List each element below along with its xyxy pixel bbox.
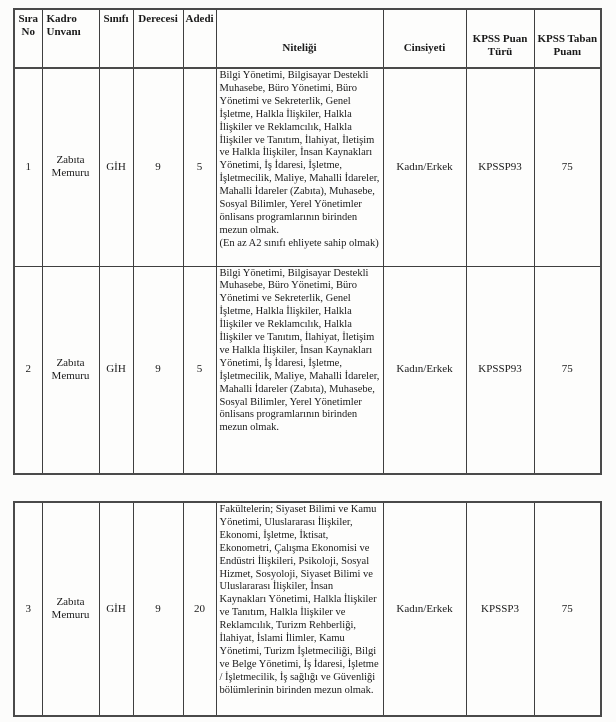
cell-cinsiyeti: Kadın/Erkek xyxy=(383,502,466,716)
table-row-3 xyxy=(14,502,601,716)
cell-niteligi xyxy=(216,266,383,474)
cell-sinifi: GİH xyxy=(99,502,133,716)
header-cell-cinsiyeti: Cinsiyeti xyxy=(383,9,466,68)
cell-kpss-taban-puani: 75 xyxy=(534,266,601,474)
cell-kadro-unvani: Zabıta Memuru xyxy=(42,502,99,716)
cell-kpss-puan-turu: KPSSP93 xyxy=(466,266,534,474)
header-cell-sira-no: Sıra No xyxy=(14,9,42,68)
header-cell-niteligi: Niteliği xyxy=(216,9,383,68)
job-postings-table-lower xyxy=(13,501,602,717)
cell-sira-no: 1 xyxy=(14,68,42,266)
cell-sira-no: 3 xyxy=(14,502,42,716)
cell-derecesi: 9 xyxy=(133,266,183,474)
header-cell-kpss-taban-puani: KPSS Taban Puanı xyxy=(534,9,601,68)
cell-kadro-unvani: Zabıta Memuru xyxy=(42,68,99,266)
cell-kpss-taban-puani: 75 xyxy=(534,68,601,266)
cell-sinifi: GİH xyxy=(99,266,133,474)
header-cell-derecesi: Derecesi xyxy=(133,9,183,68)
cell-sinifi: GİH xyxy=(99,68,133,266)
table-row-2 xyxy=(14,266,601,474)
cell-kpss-taban-puani: 75 xyxy=(534,502,601,716)
cell-adedi: 5 xyxy=(183,68,216,266)
qualification-text: Fakültelerin; Siyaset Bilimi ve Kamu Yönetimi, Uluslararası İlişkiler, Ekonomi, İşletme, İktisat, Ekonometri, Çalışma Ekonomisi ve Endüstri İlişkileri, Psikoloji, Sosyal Hizmet, Sosyoloji, Siyaset Bilimi ve Uluslararası İlişkiler, İnsan Kaynakları Yönetimi, Halkla İlişkiler ve Tanıtım, Halkla İlişkiler ve Reklamcılık, Turizm Rehberliği, İlahiyat, İslami İlimler, Kamu Yönetimi, Turizm İşletmeciliği, Bilgi ve Belge Yönetimi, İş İdaresi, İşletme / İşletmecilik, İş sağlığı ve Güvenliği bölümlerinin birinden mezun olmak. xyxy=(219,504,379,696)
cell-kpss-puan-turu: KPSSP93 xyxy=(466,68,534,266)
cell-niteligi xyxy=(216,68,383,266)
qualification-note: (En az A2 sınıfı ehliyete sahip olmak) xyxy=(219,237,379,249)
table-row-1 xyxy=(14,68,601,266)
header-cell-kpss-puan-turu: KPSS Puan Türü xyxy=(466,9,534,68)
header-cell-adedi: Adedi xyxy=(183,9,216,68)
qualification-text: Bilgi Yönetimi, Bilgisayar Destekli Muhasebe, Büro Yönetimi, Büro Yönetimi ve Sekreterlik, Genel İşletme, Halkla İlişkiler, Halkla İlişkiler ve Reklamcılık, Halkla İlişkiler ve Tanıtım, İlahiyat, İletişim ve Halkla İlişkiler, İnsan Kaynakları Yönetimi, İş İdaresi, İşletme, İşletmecilik, Maliye, Mahalli İdareler, Mahalli İdareler (Zabıta), Muhasebe, Sosyal Bilimler, Yerel Yönetimler önlisans programlarının birinden mezun olmak. xyxy=(219,70,380,236)
header-row xyxy=(14,9,601,68)
cell-niteligi xyxy=(216,502,383,716)
qualification-text: Bilgi Yönetimi, Bilgisayar Destekli Muhasebe, Büro Yönetimi, Büro Yönetimi ve Sekreterlik, Genel İşletme, Halkla İlişkiler, Halkla İlişkiler ve Reklamcılık, Halkla İlişkiler ve Tanıtım, İlahiyat, İletişim ve Halkla İlişkiler, İnsan Kaynakları Yönetimi, İş İdaresi, İşletme, İşletmecilik, Maliye, Mahalli İdareler, Mahalli İdareler (Zabıta), Muhasebe, Sosyal Bilimler, Yerel Yönetimler önlisans programlarının birinden mezun olmak. xyxy=(219,267,380,434)
cell-kadro-unvani: Zabıta Memuru xyxy=(42,266,99,474)
header-cell-sinifi: Sınıfı xyxy=(99,9,133,68)
cell-adedi: 5 xyxy=(183,266,216,474)
job-postings-table-upper xyxy=(13,8,602,475)
cell-derecesi: 9 xyxy=(133,502,183,716)
cell-sira-no: 2 xyxy=(14,266,42,474)
cell-cinsiyeti: Kadın/Erkek xyxy=(383,266,466,474)
cell-cinsiyeti: Kadın/Erkek xyxy=(383,68,466,266)
cell-adedi: 20 xyxy=(183,502,216,716)
cell-kpss-puan-turu: KPSSP3 xyxy=(466,502,534,716)
cell-derecesi: 9 xyxy=(133,68,183,266)
header-cell-kadro-unvani: Kadro Unvanı xyxy=(42,9,99,68)
